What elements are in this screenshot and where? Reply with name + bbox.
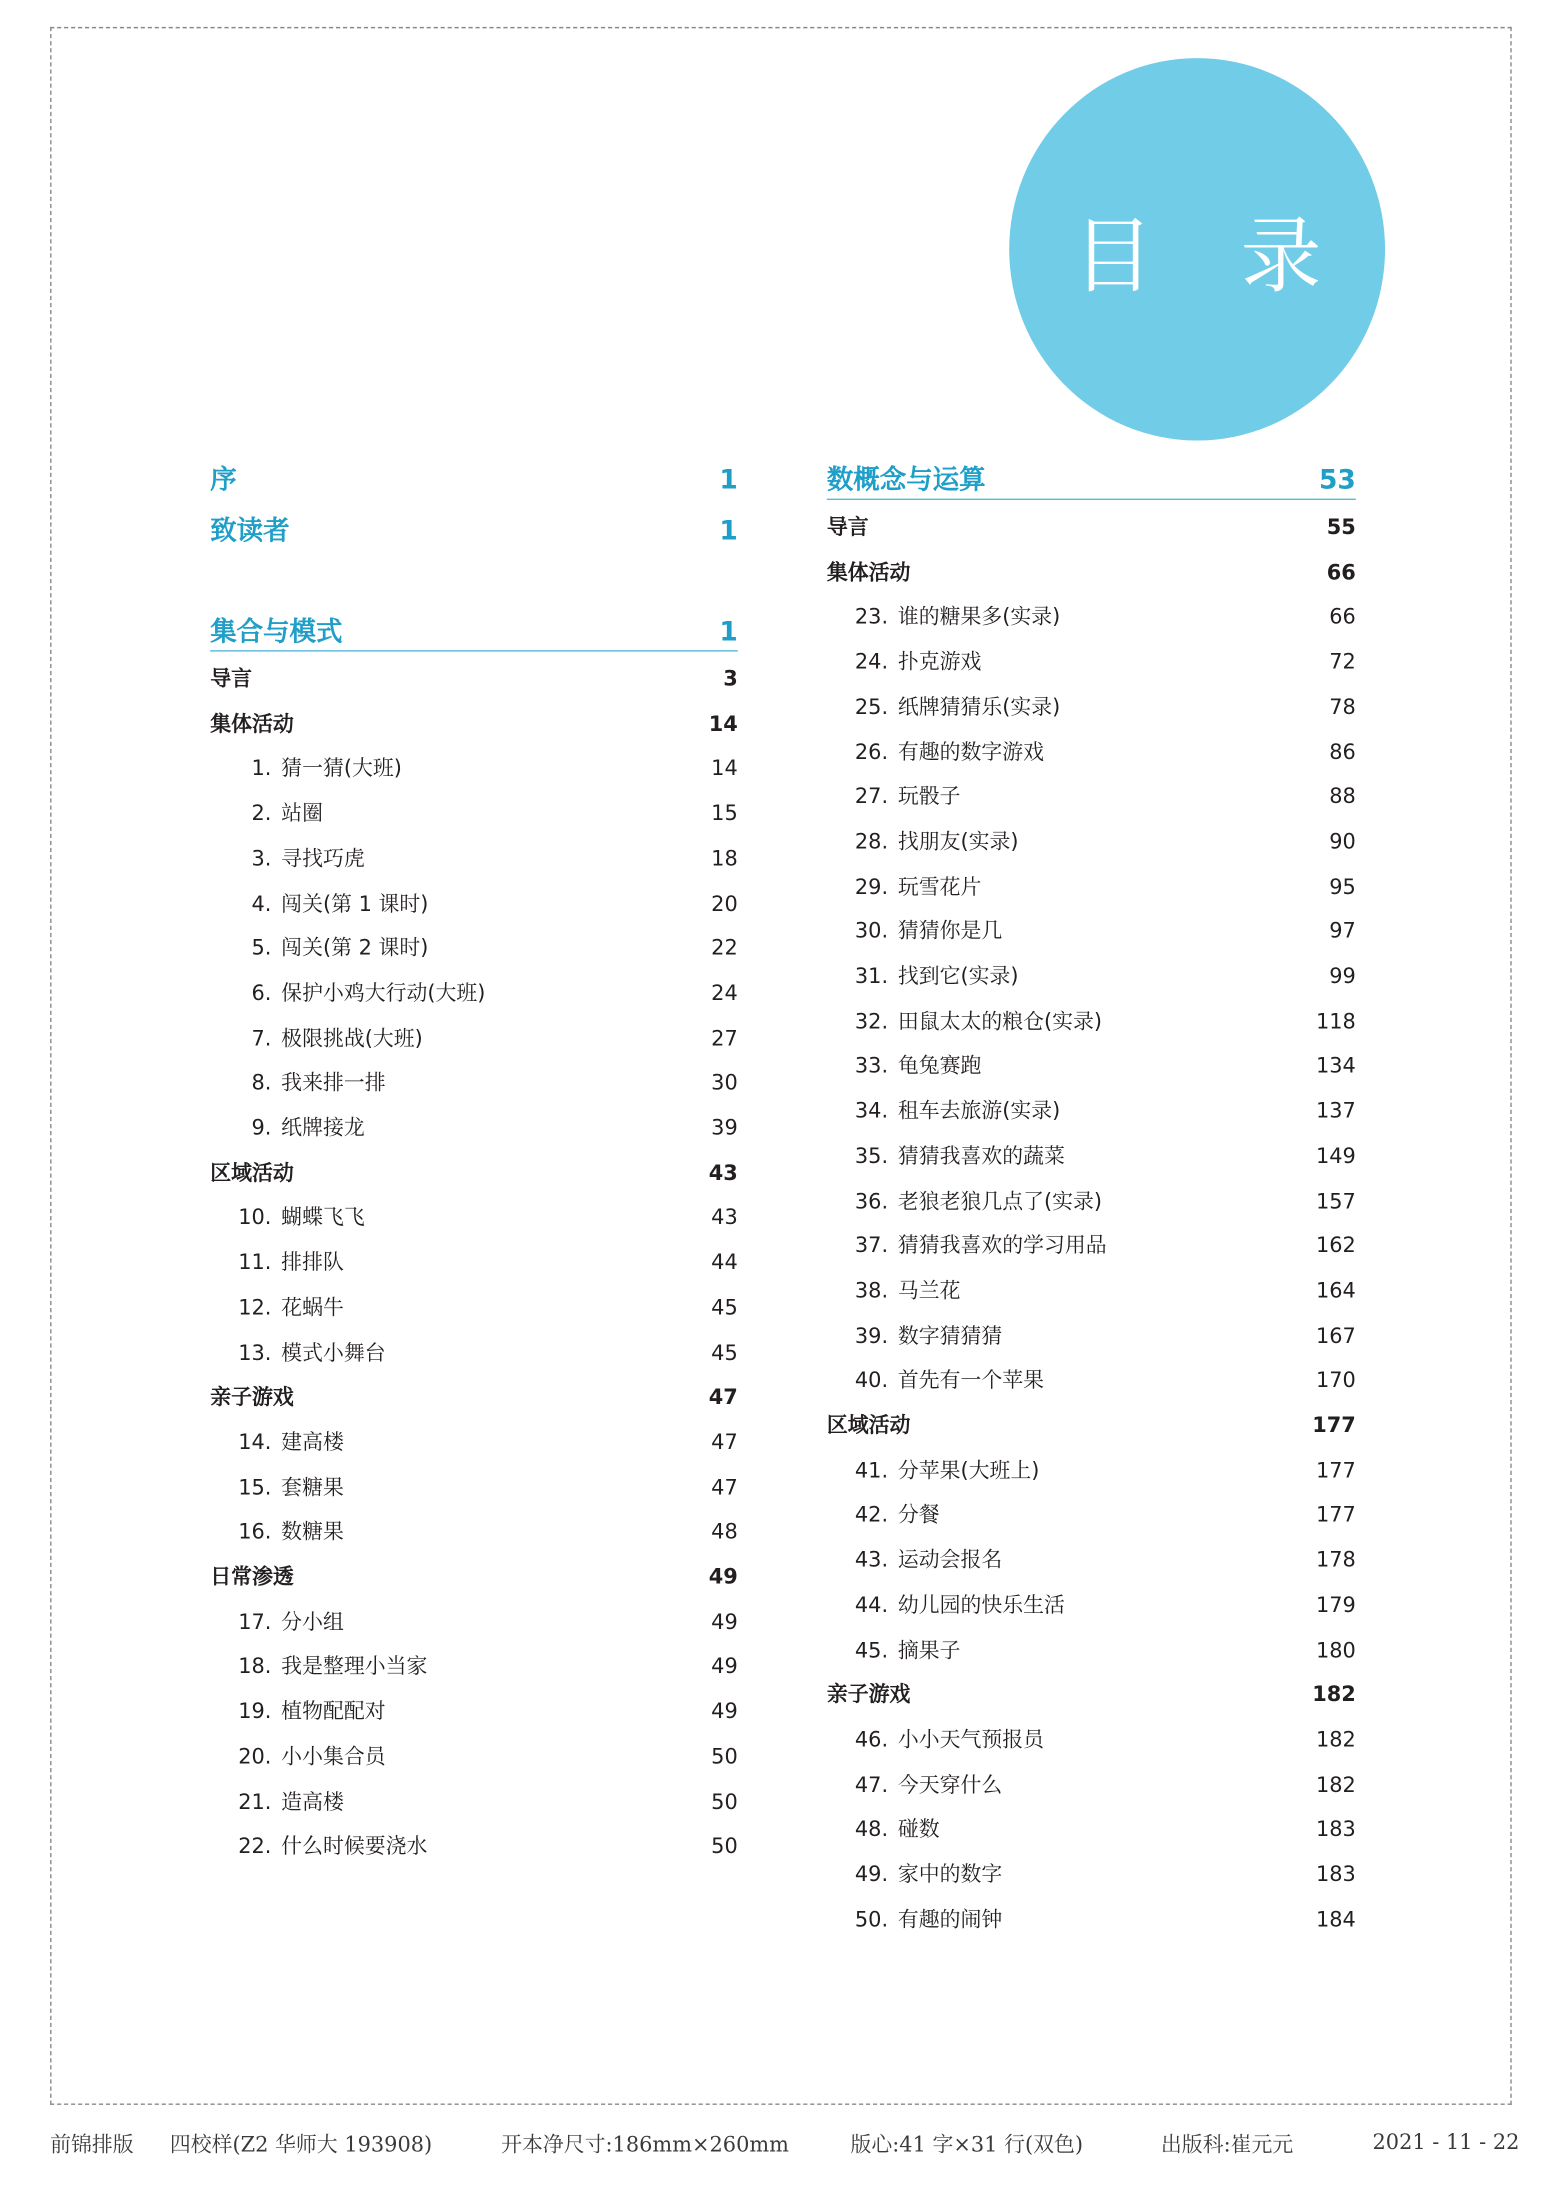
toc-entry (210, 1021, 738, 1055)
entry-page-number: 170 (1315, 1367, 1356, 1393)
entry-title: 导言 (210, 665, 252, 692)
entry-page-number: 72 (1329, 648, 1356, 675)
entry-number: 3. (251, 845, 272, 871)
footer-date: 2021 - 11 - 22 (1372, 2128, 1520, 2155)
entry-title: 老狼老狼几点了(实录) (897, 1187, 1103, 1214)
toc-entry (210, 1290, 738, 1324)
entry-title: 集体活动 (210, 710, 294, 737)
entry-page-number: 178 (1315, 1546, 1356, 1573)
entry-page-number: 134 (1315, 1053, 1356, 1079)
entry-number: 15. (238, 1474, 272, 1500)
entry-number: 30. (854, 918, 889, 944)
entry-page-number: 179 (1315, 1591, 1356, 1618)
entry-page-number: 183 (1315, 1861, 1356, 1887)
entry-number: 41. (854, 1457, 889, 1483)
entry-title: 站圈 (281, 800, 323, 826)
toc-entry (827, 824, 1356, 858)
entry-title: 分小组 (281, 1608, 344, 1635)
entry-title: 今天穿什么 (897, 1771, 1003, 1797)
toc-subheading (210, 662, 738, 696)
entry-page-number: 22 (711, 935, 738, 961)
entry-number: 36. (854, 1187, 889, 1214)
entry-title: 数概念与运算 (826, 464, 986, 496)
entry-page-number: 78 (1329, 693, 1356, 720)
entry-title: 纸牌接龙 (281, 1114, 365, 1141)
entry-page-number: 24 (711, 980, 738, 1006)
toc-entry (827, 1812, 1356, 1846)
toc-entry (210, 1694, 738, 1728)
entry-number: 21. (238, 1788, 272, 1814)
entry-title: 花蜗牛 (281, 1294, 344, 1320)
entry-number: 6. (251, 980, 272, 1006)
page-title: 目 录 (1072, 208, 1352, 305)
entry-number: 4. (251, 890, 272, 916)
entry-title: 猜猜我喜欢的蔬菜 (897, 1142, 1065, 1169)
entry-title: 我来排一排 (281, 1069, 386, 1096)
toc-entry (210, 931, 738, 965)
entry-page-number: 167 (1315, 1322, 1356, 1348)
entry-title: 集合与模式 (210, 616, 343, 648)
entry-number: 10. (238, 1204, 272, 1231)
toc-subheading (210, 1380, 738, 1414)
toc-entry (827, 1902, 1356, 1936)
toc-entry (210, 1784, 738, 1818)
toc-entry (210, 1200, 738, 1234)
entry-title: 我是整理小当家 (281, 1653, 428, 1680)
entry-number: 14. (238, 1429, 272, 1455)
entry-number: 12. (238, 1294, 272, 1320)
entry-title: 幼儿园的快乐生活 (897, 1591, 1065, 1618)
entry-title: 有趣的数字游戏 (897, 738, 1045, 765)
toc-section-heading (827, 462, 1356, 500)
entry-title: 闯关(第 2 课时) (281, 935, 429, 961)
toc-entry (827, 1228, 1356, 1262)
footer-typesetter: 前锦排版 (50, 2131, 134, 2158)
entry-title: 运动会报名 (897, 1546, 1003, 1573)
entry-number: 24. (854, 648, 889, 675)
entry-title: 导言 (826, 514, 869, 540)
entry-number: 44. (854, 1591, 889, 1618)
toc-entry (827, 1453, 1356, 1487)
entry-page-number: 177 (1315, 1502, 1356, 1528)
entry-title: 极限挑战(大班) (281, 1024, 423, 1051)
entry-title: 谁的糖果多(实录) (897, 603, 1061, 630)
entry-title: 保护小鸡大行动(大班) (281, 980, 486, 1006)
toc-entry (827, 869, 1356, 903)
entry-page-number: 53 (1318, 464, 1356, 496)
toc-entry (827, 1722, 1356, 1756)
entry-title: 造高楼 (281, 1788, 344, 1814)
entry-title: 玩骰子 (897, 783, 961, 810)
entry-title: 家中的数字 (897, 1861, 1003, 1887)
entry-title: 序 (210, 464, 237, 496)
entry-page-number: 49 (711, 1608, 738, 1635)
entry-title: 龟兔赛跑 (897, 1053, 982, 1079)
entry-number: 28. (854, 828, 889, 854)
entry-page-number: 88 (1329, 783, 1356, 810)
entry-page-number: 47 (708, 1384, 738, 1410)
toc-entry (827, 1857, 1356, 1891)
toc-entry (210, 1425, 738, 1459)
entry-number: 38. (854, 1277, 889, 1304)
toc-subheading (827, 1677, 1356, 1711)
entry-title: 首先有一个苹果 (897, 1367, 1045, 1393)
entry-page-number: 95 (1329, 873, 1356, 899)
entry-title: 碰数 (897, 1816, 940, 1842)
toc-entry (210, 1739, 738, 1773)
entry-title: 致读者 (210, 515, 290, 547)
entry-title: 纸牌猜猜乐(实录) (897, 693, 1061, 720)
entry-page-number: 18 (711, 845, 738, 871)
entry-title: 亲子游戏 (210, 1384, 294, 1410)
entry-number: 25. (854, 693, 889, 720)
entry-number: 32. (854, 1008, 889, 1034)
footer-layout: 版心:41 字×31 行(双色) (850, 2131, 1084, 2158)
entry-page-number: 48 (711, 1518, 738, 1545)
entry-number: 37. (854, 1232, 889, 1259)
entry-number: 47. (854, 1771, 889, 1797)
toc-entry (210, 796, 738, 830)
entry-number: 18. (238, 1653, 272, 1680)
entry-number: 39. (854, 1322, 889, 1348)
entry-number: 48. (854, 1816, 889, 1842)
entry-number: 35. (854, 1142, 889, 1169)
entry-page-number: 164 (1315, 1277, 1356, 1304)
entry-page-number: 177 (1315, 1457, 1356, 1483)
toc-entry (210, 751, 738, 785)
toc-entry (827, 600, 1356, 634)
toc-entry (210, 1470, 738, 1504)
entry-title: 猜猜你是几 (897, 918, 1003, 944)
entry-number: 13. (238, 1339, 272, 1365)
entry-page-number: 47 (711, 1429, 738, 1455)
entry-page-number: 90 (1329, 828, 1356, 854)
entry-number: 20. (238, 1743, 272, 1769)
entry-title: 数糖果 (281, 1518, 344, 1545)
entry-page-number: 20 (711, 890, 738, 916)
toc-entry (827, 1363, 1356, 1397)
toc-right-column (827, 462, 1356, 1963)
title-circle (1009, 58, 1385, 440)
entry-title: 蝴蝶飞飞 (281, 1204, 365, 1231)
entry-title: 玩雪花片 (897, 873, 982, 899)
entry-title: 植物配配对 (281, 1698, 386, 1725)
toc-entry (827, 690, 1356, 724)
entry-title: 集体活动 (826, 559, 911, 585)
entry-page-number: 43 (711, 1204, 738, 1231)
entry-page-number: 66 (1329, 603, 1356, 630)
entry-number: 50. (854, 1906, 889, 1932)
entry-number: 5. (251, 935, 272, 961)
entry-page-number: 184 (1315, 1906, 1356, 1932)
entry-page-number: 162 (1315, 1232, 1356, 1259)
entry-page-number: 15 (711, 800, 738, 826)
toc-entry (827, 1498, 1356, 1532)
entry-page-number: 39 (711, 1114, 738, 1141)
entry-page-number: 50 (711, 1833, 738, 1859)
toc-entry (827, 734, 1356, 768)
entry-page-number: 86 (1329, 738, 1356, 765)
print-footer (50, 2128, 1520, 2169)
entry-title: 猜猜我喜欢的学习用品 (897, 1232, 1107, 1259)
entry-title: 闯关(第 1 课时) (281, 890, 429, 916)
entry-number: 22. (238, 1833, 272, 1859)
footer-proof: 四校样(Z2 华师大 193908) (169, 2131, 433, 2158)
toc-entry (210, 976, 738, 1010)
entry-title: 建高楼 (281, 1429, 344, 1455)
entry-page-number: 45 (711, 1339, 738, 1365)
toc-front-matter (210, 513, 738, 550)
toc-left-column (210, 462, 738, 1879)
toc-entry (210, 841, 738, 875)
toc-subheading (827, 510, 1356, 544)
entry-title: 猜一猜(大班) (281, 755, 402, 782)
entry-title: 分苹果(大班上) (897, 1457, 1040, 1483)
entry-number: 43. (854, 1546, 889, 1573)
entry-page-number: 44 (711, 1249, 738, 1275)
entry-title: 找朋友(实录) (897, 828, 1019, 854)
entry-page-number: 49 (711, 1698, 738, 1725)
entry-title: 小小集合员 (281, 1743, 386, 1769)
entry-page-number: 99 (1329, 963, 1356, 989)
toc-subheading (827, 555, 1356, 589)
entry-number: 45. (854, 1636, 889, 1663)
entry-title: 亲子游戏 (826, 1681, 911, 1708)
toc-entry (210, 886, 738, 920)
entry-number: 34. (854, 1097, 889, 1124)
entry-number: 49. (854, 1861, 889, 1887)
entry-page-number: 180 (1315, 1636, 1356, 1663)
entry-title: 模式小舞台 (281, 1339, 386, 1365)
toc-entry (827, 1543, 1356, 1577)
entry-page-number: 1 (719, 616, 738, 648)
entry-title: 分餐 (897, 1502, 940, 1528)
entry-page-number: 49 (711, 1653, 738, 1680)
entry-page-number: 50 (711, 1788, 738, 1814)
entry-page-number: 182 (1312, 1681, 1356, 1708)
entry-number: 23. (854, 603, 889, 630)
entry-title: 区域活动 (826, 1412, 911, 1438)
toc-entry (827, 1273, 1356, 1307)
entry-number: 17. (238, 1608, 272, 1635)
entry-page-number: 14 (711, 755, 738, 782)
toc-front-matter (210, 462, 738, 499)
entry-title: 排排队 (281, 1249, 344, 1275)
entry-title: 找到它(实录) (897, 963, 1019, 989)
entry-page-number: 27 (711, 1024, 738, 1051)
toc-section-heading (210, 613, 738, 651)
toc-entry (827, 1049, 1356, 1083)
entry-number: 40. (854, 1367, 889, 1393)
entry-page-number: 118 (1315, 1008, 1356, 1034)
entry-page-number: 137 (1315, 1097, 1356, 1124)
entry-title: 扑克游戏 (897, 648, 982, 675)
entry-title: 区域活动 (210, 1159, 294, 1186)
entry-number: 33. (854, 1053, 889, 1079)
entry-title: 数字猜猜猜 (897, 1322, 1003, 1348)
entry-page-number: 55 (1326, 514, 1356, 540)
entry-title: 租车去旅游(实录) (897, 1097, 1061, 1124)
toc-subheading (210, 1155, 738, 1189)
entry-page-number: 177 (1312, 1412, 1356, 1438)
entry-page-number: 45 (711, 1294, 738, 1320)
entry-page-number: 1 (719, 515, 738, 547)
entry-title: 田鼠太太的粮仓(实录) (897, 1008, 1103, 1034)
entry-number: 1. (251, 755, 272, 782)
entry-page-number: 43 (708, 1159, 738, 1186)
entry-number: 9. (251, 1114, 272, 1141)
entry-page-number: 14 (708, 710, 738, 737)
entry-page-number: 50 (711, 1743, 738, 1769)
toc-entry (827, 959, 1356, 993)
entry-number: 46. (854, 1726, 889, 1753)
entry-title: 摘果子 (897, 1636, 961, 1663)
footer-trim-size: 开本净尺寸:186mm×260mm (501, 2131, 789, 2158)
entry-number: 26. (854, 738, 889, 765)
entry-page-number: 149 (1315, 1142, 1356, 1169)
toc-subheading (210, 1560, 738, 1594)
entry-page-number: 182 (1315, 1771, 1356, 1797)
toc-entry (210, 1604, 738, 1638)
entry-page-number: 157 (1315, 1187, 1356, 1214)
toc-entry (827, 1767, 1356, 1801)
entry-title: 马兰花 (897, 1277, 961, 1304)
toc-entry (210, 1649, 738, 1683)
toc-entry (827, 1183, 1356, 1217)
entry-number: 7. (251, 1024, 272, 1051)
entry-number: 27. (854, 783, 889, 810)
toc-entry (827, 1139, 1356, 1173)
entry-title: 日常渗透 (210, 1563, 294, 1590)
entry-page-number: 97 (1329, 918, 1356, 944)
entry-number: 19. (238, 1698, 272, 1725)
entry-page-number: 3 (723, 665, 738, 692)
toc-entry (827, 645, 1356, 679)
toc-entry (210, 1111, 738, 1145)
entry-title: 套糖果 (281, 1474, 344, 1500)
entry-number: 16. (238, 1518, 272, 1545)
entry-title: 有趣的闹钟 (897, 1906, 1003, 1932)
toc-entry (827, 1004, 1356, 1038)
toc-entry (827, 779, 1356, 813)
entry-page-number: 183 (1315, 1816, 1356, 1842)
entry-page-number: 47 (711, 1474, 738, 1500)
toc-entry (827, 1633, 1356, 1667)
toc-subheading (827, 1408, 1356, 1442)
entry-number: 29. (854, 873, 889, 899)
toc-entry (210, 1515, 738, 1549)
entry-page-number: 182 (1315, 1726, 1356, 1753)
toc-subheading (210, 706, 738, 740)
entry-page-number: 30 (711, 1069, 738, 1096)
entry-page-number: 66 (1326, 559, 1356, 585)
entry-number: 42. (854, 1502, 889, 1528)
toc-entry (210, 1066, 738, 1100)
toc-entry (210, 1245, 738, 1279)
entry-number: 31. (854, 963, 889, 989)
entry-page-number: 49 (708, 1563, 738, 1590)
entry-number: 11. (238, 1249, 272, 1275)
footer-department: 出版科:崔元元 (1160, 2131, 1294, 2158)
toc-entry (827, 1588, 1356, 1622)
toc-entry (827, 1094, 1356, 1128)
entry-title: 小小天气预报员 (897, 1726, 1045, 1753)
toc-entry (827, 914, 1356, 948)
toc-entry (210, 1335, 738, 1369)
entry-number: 8. (251, 1069, 272, 1096)
entry-title: 什么时候要浇水 (281, 1833, 428, 1859)
toc-entry (210, 1829, 738, 1863)
entry-page-number: 1 (719, 464, 738, 496)
toc-entry (827, 1318, 1356, 1352)
entry-number: 2. (251, 800, 272, 826)
entry-title: 寻找巧虎 (281, 845, 365, 871)
